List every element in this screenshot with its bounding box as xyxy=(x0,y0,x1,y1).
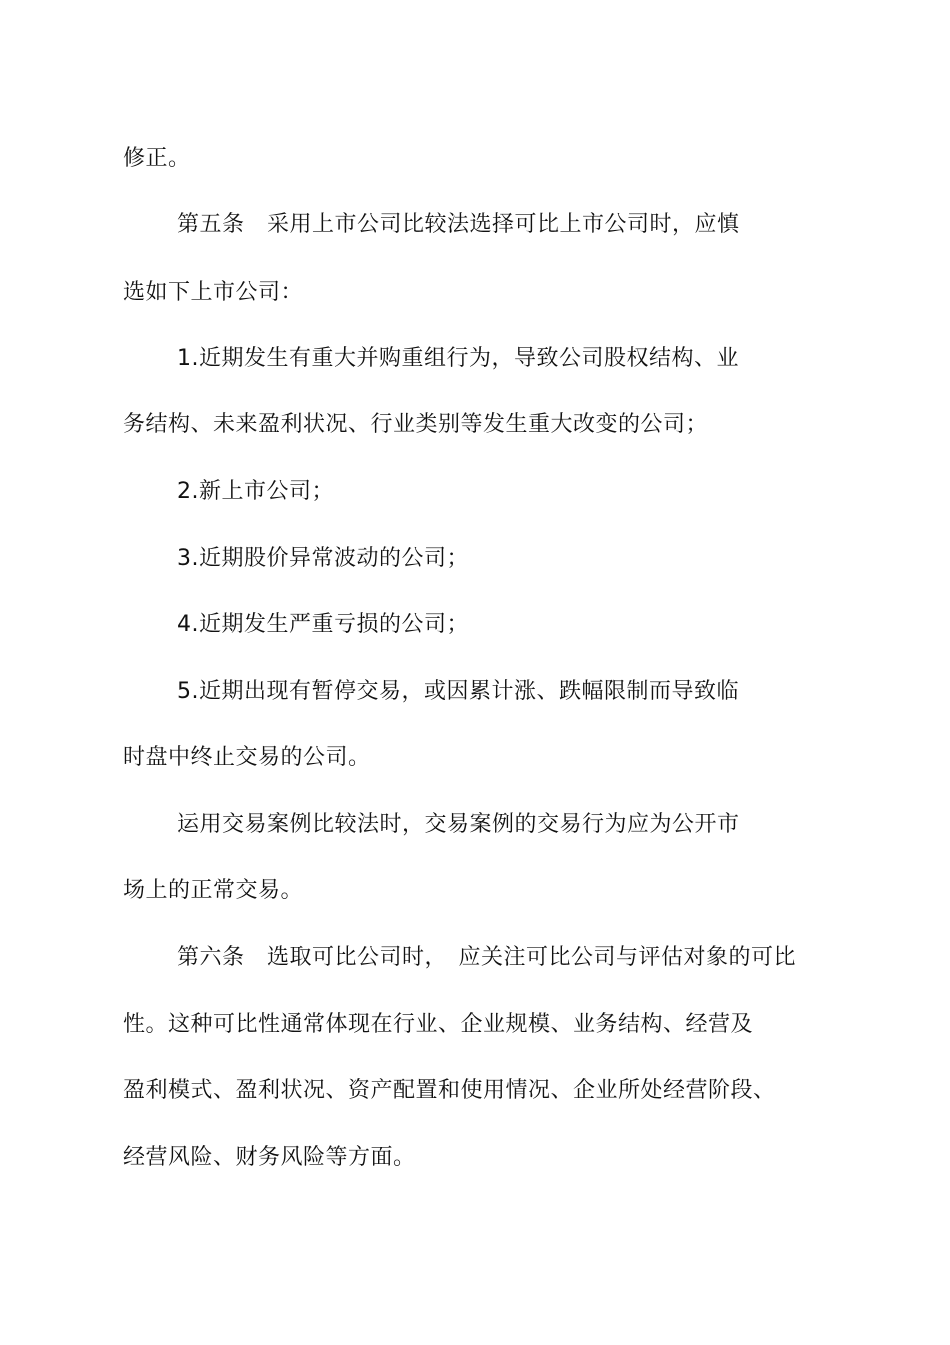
paragraph-line: 性。这种可比性通常体现在行业、企业规模、业务结构、经营及 xyxy=(123,1012,754,1037)
paragraph-line: 选如下上市公司： xyxy=(123,280,304,305)
paragraph-line: 1.近期发生有重大并购重组行为，导致公司股权结构、业 xyxy=(177,346,739,371)
paragraph-line: 第六条 选取可比公司时， 应关注可比公司与评估对象的可比 xyxy=(177,945,797,970)
paragraph-line: 运用交易案例比较法时，交易案例的交易行为应为公开市 xyxy=(177,812,740,837)
paragraph-line: 5.近期出现有暂停交易，或因累计涨、跌幅限制而导致临 xyxy=(177,679,739,704)
paragraph-line: 盈利模式、盈利状况、资产配置和使用情况、企业所处经营阶段、 xyxy=(123,1078,776,1103)
paragraph-line: 3.近期股价异常波动的公司； xyxy=(177,546,469,571)
paragraph-line: 2.新上市公司； xyxy=(177,479,334,504)
paragraph-line: 修正。 xyxy=(123,146,191,171)
paragraph-line: 时盘中终止交易的公司。 xyxy=(123,745,371,770)
paragraph-line: 第五条 采用上市公司比较法选择可比上市公司时，应慎 xyxy=(177,212,740,237)
paragraph-line: 经营风险、财务风险等方面。 xyxy=(123,1145,416,1170)
paragraph-line: 务结构、未来盈利状况、行业类别等发生重大改变的公司； xyxy=(123,412,709,437)
paragraph-line: 场上的正常交易。 xyxy=(123,878,304,903)
paragraph-line: 4.近期发生严重亏损的公司； xyxy=(177,612,469,637)
